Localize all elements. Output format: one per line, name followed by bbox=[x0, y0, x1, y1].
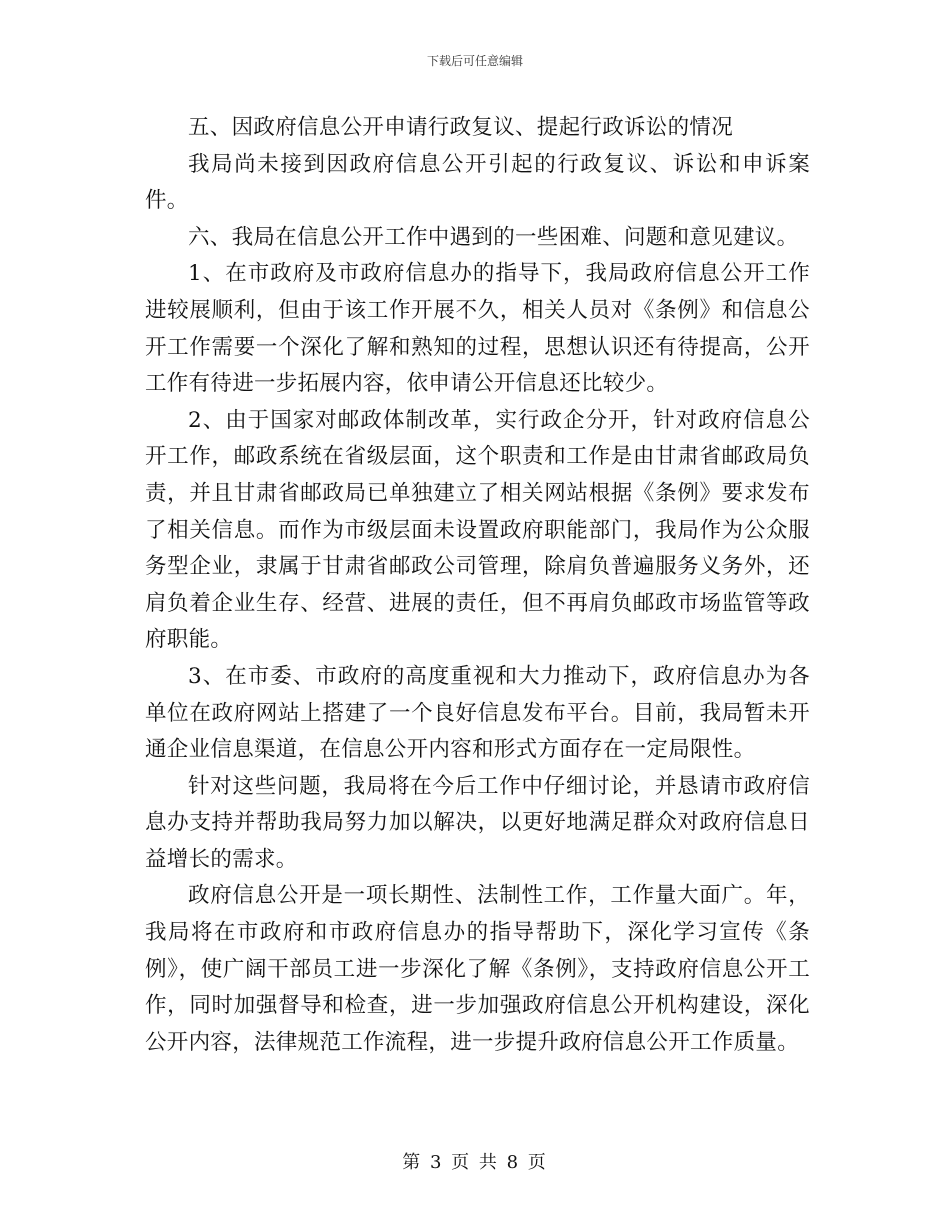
section-heading-six: 六、我局在信息公开工作中遇到的一些困难、问题和意见建议。 bbox=[188, 224, 799, 250]
page-header-note: 下载后可任意编辑 bbox=[426, 54, 523, 68]
document-body bbox=[145, 110, 810, 1061]
paragraph-response: 针对这些问题，我局将在今后工作中仔细讨论，并恳请市政府信息办支持并帮助我局努力加以解决，以更好地满足群众对政府信息日益增长的需求。 bbox=[145, 773, 810, 872]
paragraph-item-2: 2、由于国家对邮政体制改革，实行政企分开，针对政府信息公开工作，邮政系统在省级层面，这个职责和工作是由甘肃省邮政局负责，并且甘肃省邮政局已单独建立了相关网站根据《条例》要求发布了相关信息。而作为市级层面未设置政府职能部门，我局作为公众服务型企业，隶属于甘肃省邮政公司管理，除肩负普遍服务义务外，还肩负着企业生存、经营、进展的责任，但不再肩负邮政市场监管等政府职能。 bbox=[145, 407, 810, 653]
paragraph-item-3: 3、在市委、市政府的高度重视和大力推动下，政府信息办为各单位在政府网站上搭建了一个良好信息发布平台。目前，我局暂未开通企业信息渠道，在信息公开内容和形式方面存在一定局限性。 bbox=[145, 663, 810, 763]
paragraph-item-1: 1、在市政府及市政府信息办的指导下，我局政府信息公开工作进较展顺利，但由于该工作开展不久，相关人员对《条例》和信息公开工作需要一个深化了解和熟知的过程，思想认识还有待提高，公开工作有待进一步拓展内容，依申请公开信息还比较少。 bbox=[145, 261, 810, 397]
paragraph-conclusion: 政府信息公开是一项长期性、法制性工作，工作量大面广。年，我局将在市政府和市政府信息办的指导帮助下，深化学习宣传《条例》，使广阔干部员工进一步深化了解《条例》，支持政府信息公开工作，同时加强督导和检查，进一步加强政府信息公开机构建设，深化公开内容，法律规范工作流程，进一步提升政府信息公开工作质量。 bbox=[145, 883, 810, 1055]
section-heading-five: 五、因政府信息公开申请行政复议、提起行政诉讼的情况 bbox=[188, 115, 734, 140]
paragraph-appeals: 我局尚未接到因政府信息公开引起的行政复议、诉讼和申诉案件。 bbox=[145, 151, 810, 214]
page-number: 第 3 页 共 8 页 bbox=[402, 1152, 548, 1173]
